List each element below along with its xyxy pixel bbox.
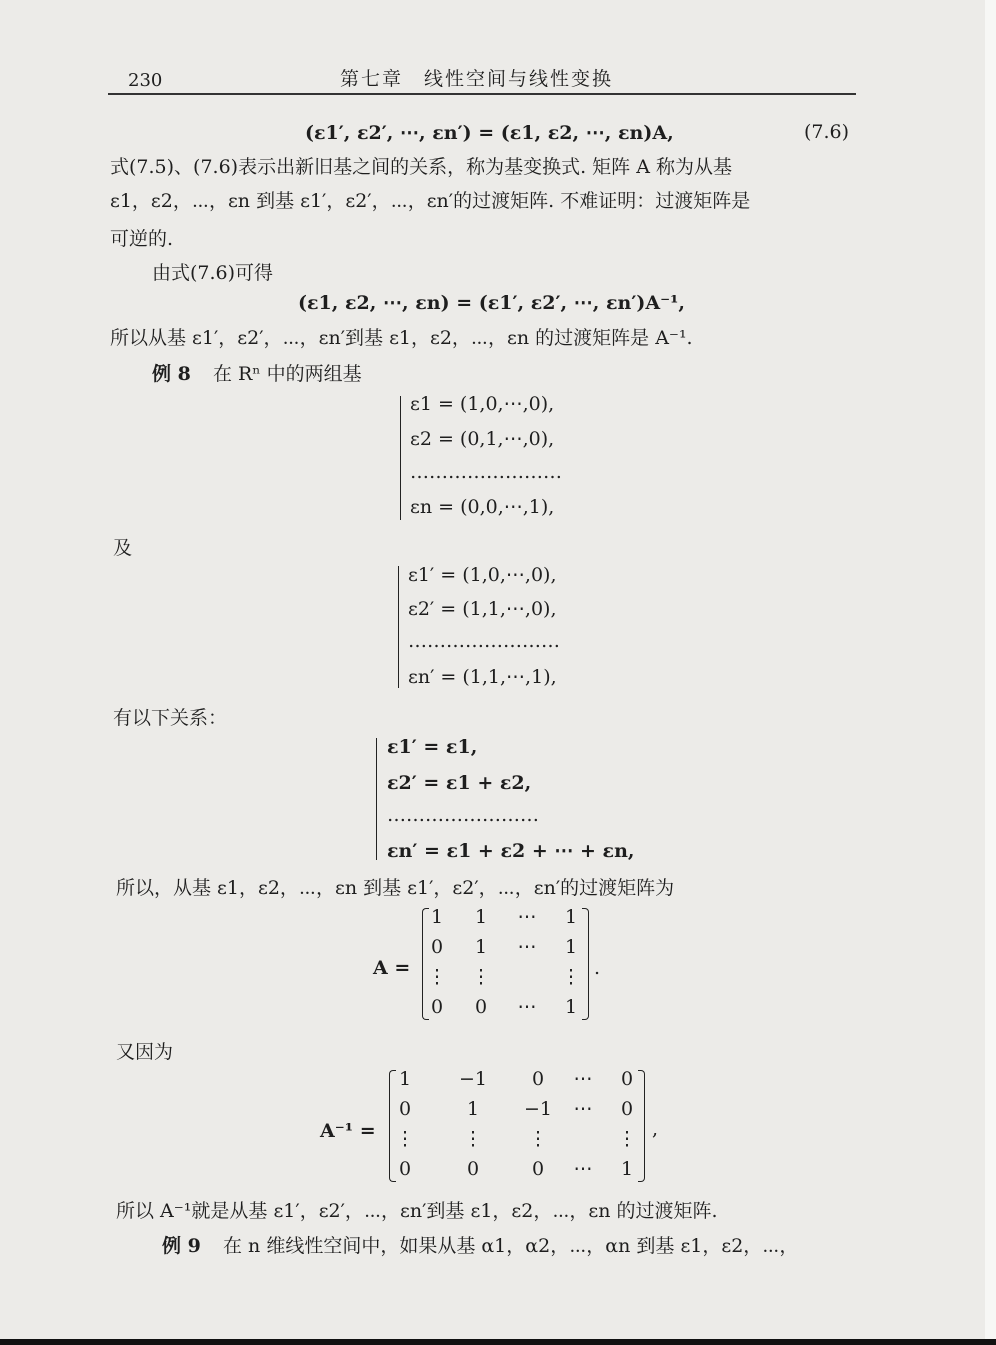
example-label: 例 8	[152, 363, 191, 385]
paragraph-line: 可逆的.	[110, 228, 174, 250]
matrix-cell: ⋮	[427, 966, 447, 988]
basis-line: ε1 = (1,0,⋯,0),	[410, 393, 555, 415]
matrix-cell: −1	[458, 1068, 487, 1090]
matrix-cell: 0	[430, 996, 444, 1018]
matrix-cell: ⋮	[561, 966, 581, 988]
matrix-cell: 1	[564, 906, 578, 928]
matrix-cell: −1	[523, 1098, 552, 1120]
matrix-cell: 1	[564, 996, 578, 1018]
relation-line: ……………………	[387, 804, 539, 826]
matrix-cell: ⋯	[573, 1158, 593, 1180]
basis-line: εn′ = (1,1,⋯,1),	[408, 666, 557, 688]
matrix-cell: 1	[474, 936, 488, 958]
matrix-cell: ⋯	[517, 936, 537, 958]
matrix-ainv-label: A⁻¹ =	[320, 1120, 376, 1142]
example-text: 在 n 维线性空间中，如果从基 α1，α2，⋯，αn 到基 ε1，ε2，⋯，	[223, 1235, 799, 1257]
matrix-cell: 1	[398, 1068, 412, 1090]
paragraph-line: 由式(7.6)可得	[152, 262, 274, 284]
example-label: 例 9	[162, 1235, 201, 1257]
matrix-cell: ⋯	[573, 1068, 593, 1090]
matrix-cell: ⋮	[463, 1128, 483, 1150]
matrix-cell: ⋮	[471, 966, 491, 988]
left-brace	[376, 738, 387, 860]
matrix-cell: ⋮	[528, 1128, 548, 1150]
paragraph-line: 所以从基 ε1′，ε2′，⋯，εn′到基 ε1，ε2，⋯，εn 的过渡矩阵是 A⁻¹.	[110, 327, 693, 349]
paragraph-line: 所以 A⁻¹就是从基 ε1′，ε2′，⋯，εn′到基 ε1，ε2，⋯，εn 的过渡矩阵.	[116, 1200, 718, 1222]
basis-line: ε1′ = (1,0,⋯,0),	[408, 564, 557, 586]
matrix-cell: 1	[466, 1098, 480, 1120]
matrix-a-label: A =	[373, 957, 411, 979]
matrix-cell: 0	[620, 1068, 634, 1090]
equation-number: (7.6)	[804, 121, 850, 143]
chapter-title: 第七章 线性空间与线性变换	[340, 68, 614, 90]
paragraph-line: ε1，ε2，⋯，εn 到基 ε1′，ε2′，⋯，εn′的过渡矩阵. 不难证明：过渡矩阵是	[110, 190, 751, 212]
basis-line: ……………………	[408, 630, 560, 652]
basis-line: εn = (0,0,⋯,1),	[410, 496, 555, 518]
matrix-cell: 1	[430, 906, 444, 928]
matrix-cell: 0	[398, 1158, 412, 1180]
matrix-cell: ⋮	[395, 1128, 415, 1150]
matrix-cell: 1	[474, 906, 488, 928]
because-text: 又因为	[116, 1041, 174, 1063]
basis-line: ……………………	[410, 461, 562, 483]
matrix-cell: ⋯	[517, 996, 537, 1018]
relation-line: ε2′ = ε1 + ε2,	[387, 772, 532, 794]
example-text: 在 Rⁿ 中的两组基	[213, 363, 362, 385]
paragraph-line: 式(7.5)、(7.6)表示出新旧基之间的关系，称为基变换式. 矩阵 A 称为从基	[110, 156, 732, 178]
page-number: 230	[128, 70, 163, 91]
matrix-a-end: .	[594, 957, 601, 979]
matrix-cell: 0	[430, 936, 444, 958]
matrix-cell: 1	[564, 936, 578, 958]
matrix-cell: 1	[620, 1158, 634, 1180]
matrix-cell: 0	[398, 1098, 412, 1120]
matrix-ainv-end: ,	[652, 1118, 659, 1140]
matrix-cell: 0	[466, 1158, 480, 1180]
paragraph-line: 所以，从基 ε1，ε2，⋯，εn 到基 ε1′，ε2′，⋯，εn′的过渡矩阵为	[116, 877, 675, 899]
matrix-cell: ⋮	[617, 1128, 637, 1150]
equation-inverse: (ε1, ε2, ⋯, εn) = (ε1′, ε2′, ⋯, εn′)A⁻¹,	[298, 292, 686, 314]
matrix-cell: ⋯	[517, 906, 537, 928]
relation-intro: 有以下关系：	[113, 707, 228, 729]
and-label: 及	[113, 537, 133, 559]
relation-line: ε1′ = ε1,	[387, 736, 478, 758]
matrix-cell: 0	[531, 1158, 545, 1180]
header-rule	[108, 93, 856, 95]
page-edge	[985, 0, 996, 1345]
matrix-cell: 0	[531, 1068, 545, 1090]
relation-line: εn′ = ε1 + ε2 + ⋯ + εn,	[387, 840, 635, 862]
equation-7-6: (ε1′, ε2′, ⋯, εn′) = (ε1, ε2, ⋯, εn)A,	[305, 122, 674, 144]
basis-line: ε2′ = (1,1,⋯,0),	[408, 598, 557, 620]
basis-line: ε2 = (0,1,⋯,0),	[410, 428, 555, 450]
matrix-cell: 0	[474, 996, 488, 1018]
matrix-cell: ⋯	[573, 1098, 593, 1120]
matrix-cell: 0	[620, 1098, 634, 1120]
scan-border	[0, 1339, 996, 1345]
